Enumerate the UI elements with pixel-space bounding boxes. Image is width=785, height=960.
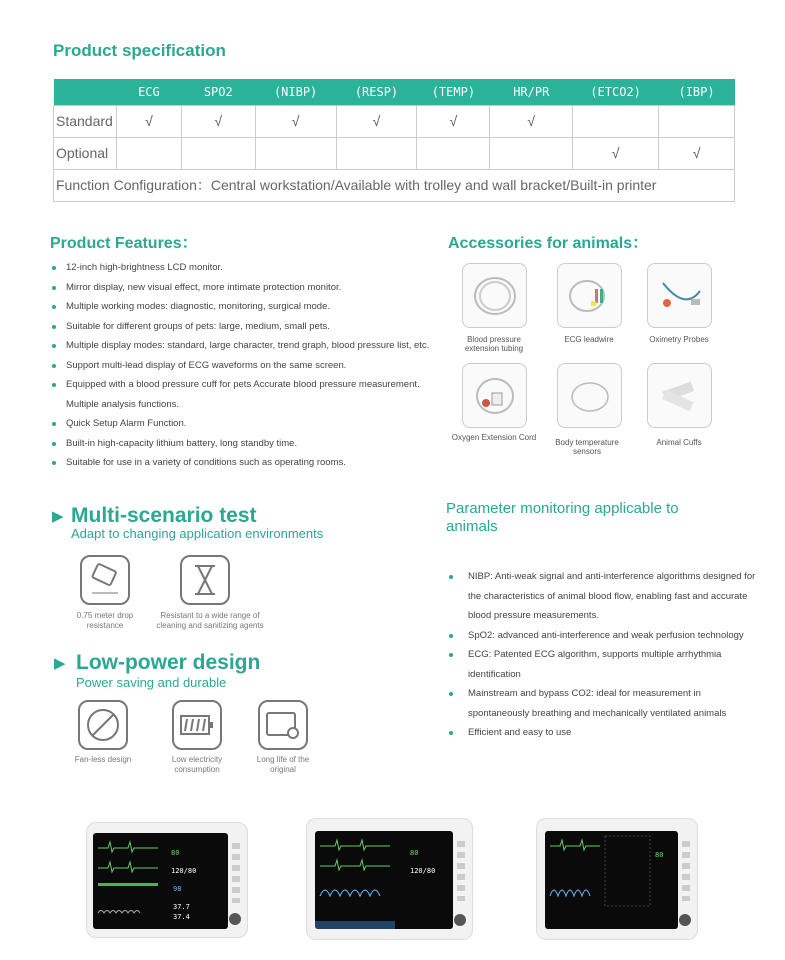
multi-title: Multi-scenario test (71, 504, 257, 527)
monitor-image-2 (306, 818, 473, 940)
accessories-title: Accessories for animals： (448, 235, 649, 252)
hr-value: 80 (655, 851, 664, 859)
col-header: (NIBP) (255, 79, 336, 105)
spec-table (53, 79, 735, 202)
list-item: Suitable for use in a variety of conditions such as operating rooms. (52, 453, 429, 473)
col-header: HR/PR (490, 79, 573, 105)
col-header: (ETCO2) (573, 79, 659, 105)
oxygen-cord-image (462, 363, 527, 428)
col-header: ECG (116, 79, 181, 105)
icon-caption: Low electricity consumption (171, 755, 223, 774)
temp-value: 37.4 (173, 913, 190, 921)
accessory-caption: ECG leadwire (564, 335, 614, 344)
list-item: 12-inch high-brightness LCD monitor. (52, 258, 429, 278)
accessory-caption: Oximetry Probes (649, 335, 709, 344)
list-item: Multiple working modes: diagnostic, monitoring, surgical mode. (52, 297, 429, 317)
list-item: Multiple display modes: standard, large character, trend graph, blood pressure list, etc. (52, 336, 429, 356)
list-item: SpO2: advanced anti-interference and weak perfusion technology (449, 626, 759, 646)
cell (255, 137, 336, 169)
col-header: (RESP) (336, 79, 417, 105)
col-header: (TEMP) (417, 79, 490, 105)
oximetry-probe-image (647, 263, 712, 328)
accessory-caption: Oxygen Extension Cord (451, 433, 537, 442)
cell (116, 137, 181, 169)
accessory-caption: Blood pressure extension tubing (464, 335, 524, 353)
spec-row-standard (54, 105, 735, 137)
icon-caption: Fan-less design (74, 755, 132, 764)
monitor-gear-icon (258, 700, 308, 750)
nibp-value: 120/80 (410, 867, 436, 875)
row-label: Optional (54, 137, 117, 169)
fanless-icon (78, 700, 128, 750)
list-item: Efficient and easy to use (449, 723, 759, 743)
params-title: Parameter monitoring applicable to animals (446, 500, 679, 535)
play-arrow-icon: ▶ (52, 508, 64, 525)
hr-value: 80 (171, 849, 180, 857)
animal-cuffs-image (647, 363, 712, 428)
cell (490, 137, 573, 169)
cell: √ (255, 105, 336, 137)
spo2-value: 98 (173, 885, 182, 893)
spec-header-row (54, 79, 735, 105)
monitor-image-1 (86, 822, 248, 938)
features-list (52, 258, 429, 473)
hourglass-icon (180, 555, 230, 605)
row-label: Standard (54, 105, 117, 137)
list-item: ECG: Patented ECG algorithm, supports multiple arrhythmia identification (449, 645, 759, 684)
cell: √ (336, 105, 417, 137)
tubing-image (462, 263, 527, 328)
list-item: Mainstream and bypass CO2: ideal for measurement in spontaneously breathing and mechanically ventilated animals (449, 684, 759, 723)
cell (181, 137, 255, 169)
cell: √ (417, 105, 490, 137)
lowpower-title: Low-power design (76, 651, 261, 674)
params-list (449, 567, 759, 743)
list-item: Equipped with a blood pressure cuff for pets Accurate blood pressure measurement. (52, 375, 429, 395)
accessory-caption: Animal Cuffs (656, 438, 702, 447)
list-item: Support multi-lead display of ECG waveforms on the same screen. (52, 356, 429, 376)
cell: √ (659, 137, 735, 169)
hr-value: 80 (410, 849, 419, 857)
ecg-leadwire-image (557, 263, 622, 328)
list-item: NIBP: Anti-weak signal and anti-interference algorithms designed for the characteristics of animal blood flow, enabling fast and accurate blood pressure measurements. (449, 567, 759, 626)
icon-caption: Resistant to a wide range of cleaning and sanitizing agents (156, 611, 264, 630)
temp-value: 37.7 (173, 903, 190, 911)
features-title: Product Features： (50, 235, 198, 252)
battery-icon (172, 700, 222, 750)
cell: √ (181, 105, 255, 137)
lowpower-subtitle: Power saving and durable (76, 675, 227, 690)
icon-caption: 0.75 meter drop resistance (76, 611, 134, 630)
cell (417, 137, 490, 169)
nibp-value: 120/80 (171, 867, 197, 875)
list-item: Suitable for different groups of pets: large, medium, small pets. (52, 317, 429, 337)
cell: √ (490, 105, 573, 137)
monitor-image-3 (536, 818, 698, 940)
spec-title: Product specification (53, 41, 226, 60)
list-item: Quick Setup Alarm Function. (52, 414, 429, 434)
cell: √ (573, 137, 659, 169)
accessory-caption: Body temperature sensors (555, 438, 619, 456)
col-header: (IBP) (659, 79, 735, 105)
list-item: Mirror display, new visual effect, more intimate protection monitor. (52, 278, 429, 298)
cell (659, 105, 735, 137)
cell: √ (116, 105, 181, 137)
list-item: Multiple analysis functions. (66, 398, 179, 410)
spec-row-optional (54, 137, 735, 169)
col-header: SPO2 (181, 79, 255, 105)
list-item: Built-in high-capacity lithium battery, long standby time. (52, 434, 429, 454)
cell (336, 137, 417, 169)
cell (573, 105, 659, 137)
function-configuration: Function Configuration：Central workstation/Available with trolley and wall bracket/Built-in printer (54, 169, 735, 201)
drop-resistance-icon (80, 555, 130, 605)
icon-caption: Long life of the original (256, 755, 310, 774)
multi-subtitle: Adapt to changing application environments (71, 526, 324, 541)
play-arrow-icon: ▶ (54, 655, 66, 672)
temperature-sensor-image (557, 363, 622, 428)
